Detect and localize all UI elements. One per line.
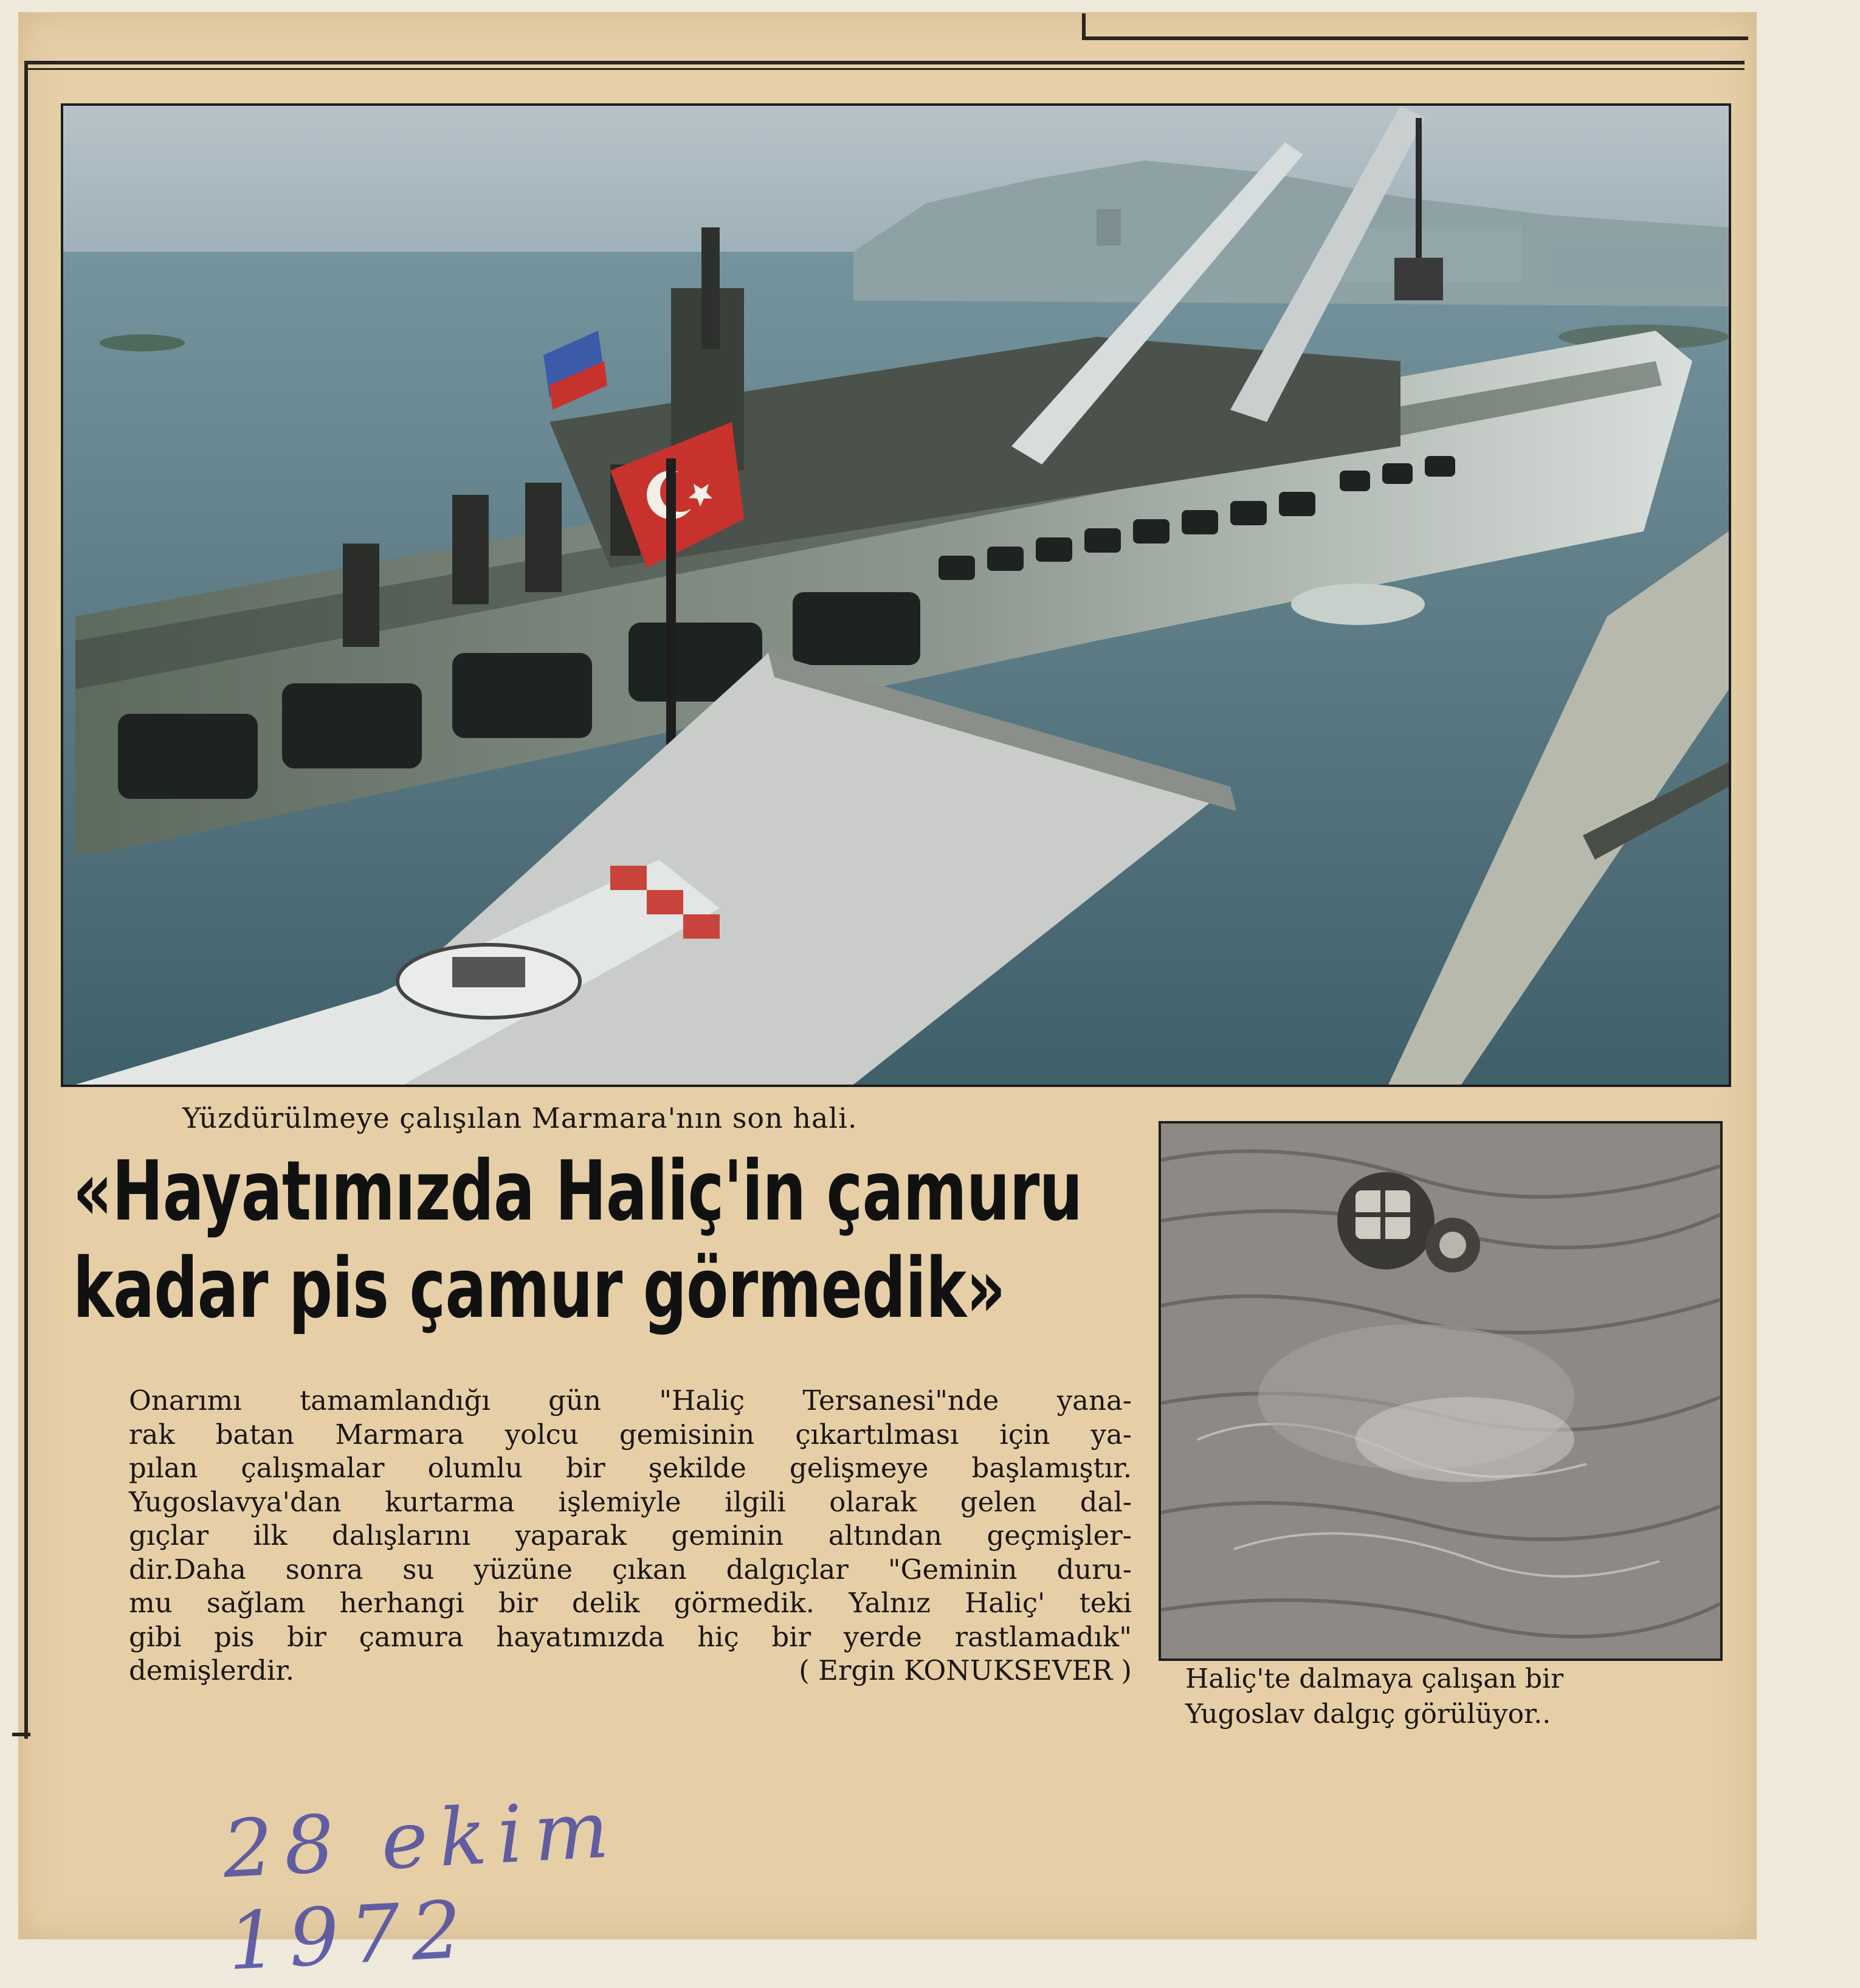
left-rule xyxy=(24,61,28,1739)
headline-line-1: «Hayatımızda Haliç'in çamuru xyxy=(73,1144,1083,1240)
left-rule-end xyxy=(12,1733,30,1736)
main-photo-ship-marmara xyxy=(61,103,1731,1087)
diver-caption-line-1: Haliç'te dalmaya çalışan bir xyxy=(1185,1663,1564,1694)
body-line: mu sağlam herhangi bir delik görmedik. Yalnız Haliç' teki xyxy=(129,1587,1132,1619)
diver-photo-drawing xyxy=(1161,1123,1720,1658)
ship-photo-drawing xyxy=(63,106,1729,1085)
body-line: gıçlar ilk dalışlarını yaparak geminin altından geçmişler- xyxy=(129,1519,1132,1551)
diver-photo xyxy=(1159,1121,1723,1661)
body-line: pılan çalışmalar olumlu bir şekilde gelişmeye başlamıştır. xyxy=(129,1452,1132,1484)
top-rule xyxy=(24,61,1745,64)
body-line: Onarımı tamamlandığı gün "Haliç Tersanesi"nde yana- xyxy=(129,1384,1132,1417)
body-last-line xyxy=(129,1654,1132,1688)
body-line: rak batan Marmara yolcu gemisinin çıkartılması için ya- xyxy=(129,1418,1132,1451)
top-rule-thin xyxy=(24,68,1745,70)
diver-photo-caption xyxy=(1185,1662,1720,1732)
top-frame-rule xyxy=(1082,13,1748,40)
body-line: Yugoslavya'dan kurtarma işlemiyle ilgili olarak gelen dal- xyxy=(129,1485,1132,1518)
byline: ( Ergin KONUKSEVER ) xyxy=(799,1654,1132,1686)
body-line: dir.Daha sonra su yüzüne çıkan dalgıçlar "Geminin duru- xyxy=(129,1553,1132,1586)
headline-line-2: kadar pis çamur görmedik» xyxy=(73,1241,1005,1337)
handwritten-date: 28 ekim 1972 xyxy=(220,1783,622,1988)
body-line: gibi pis bir çamura hayatımızda hiç bir yerde rastlamadık" xyxy=(129,1620,1132,1653)
article-headline xyxy=(73,1143,1083,1337)
main-photo-caption: Yüzdürülmeye çalışılan Marmara'nın son hali. xyxy=(182,1102,858,1134)
article-body xyxy=(129,1384,1132,1688)
diver-caption-line-2: Yugoslav dalgıç görülüyor.. xyxy=(1185,1699,1551,1730)
body-closing: demişlerdir. xyxy=(129,1654,295,1686)
